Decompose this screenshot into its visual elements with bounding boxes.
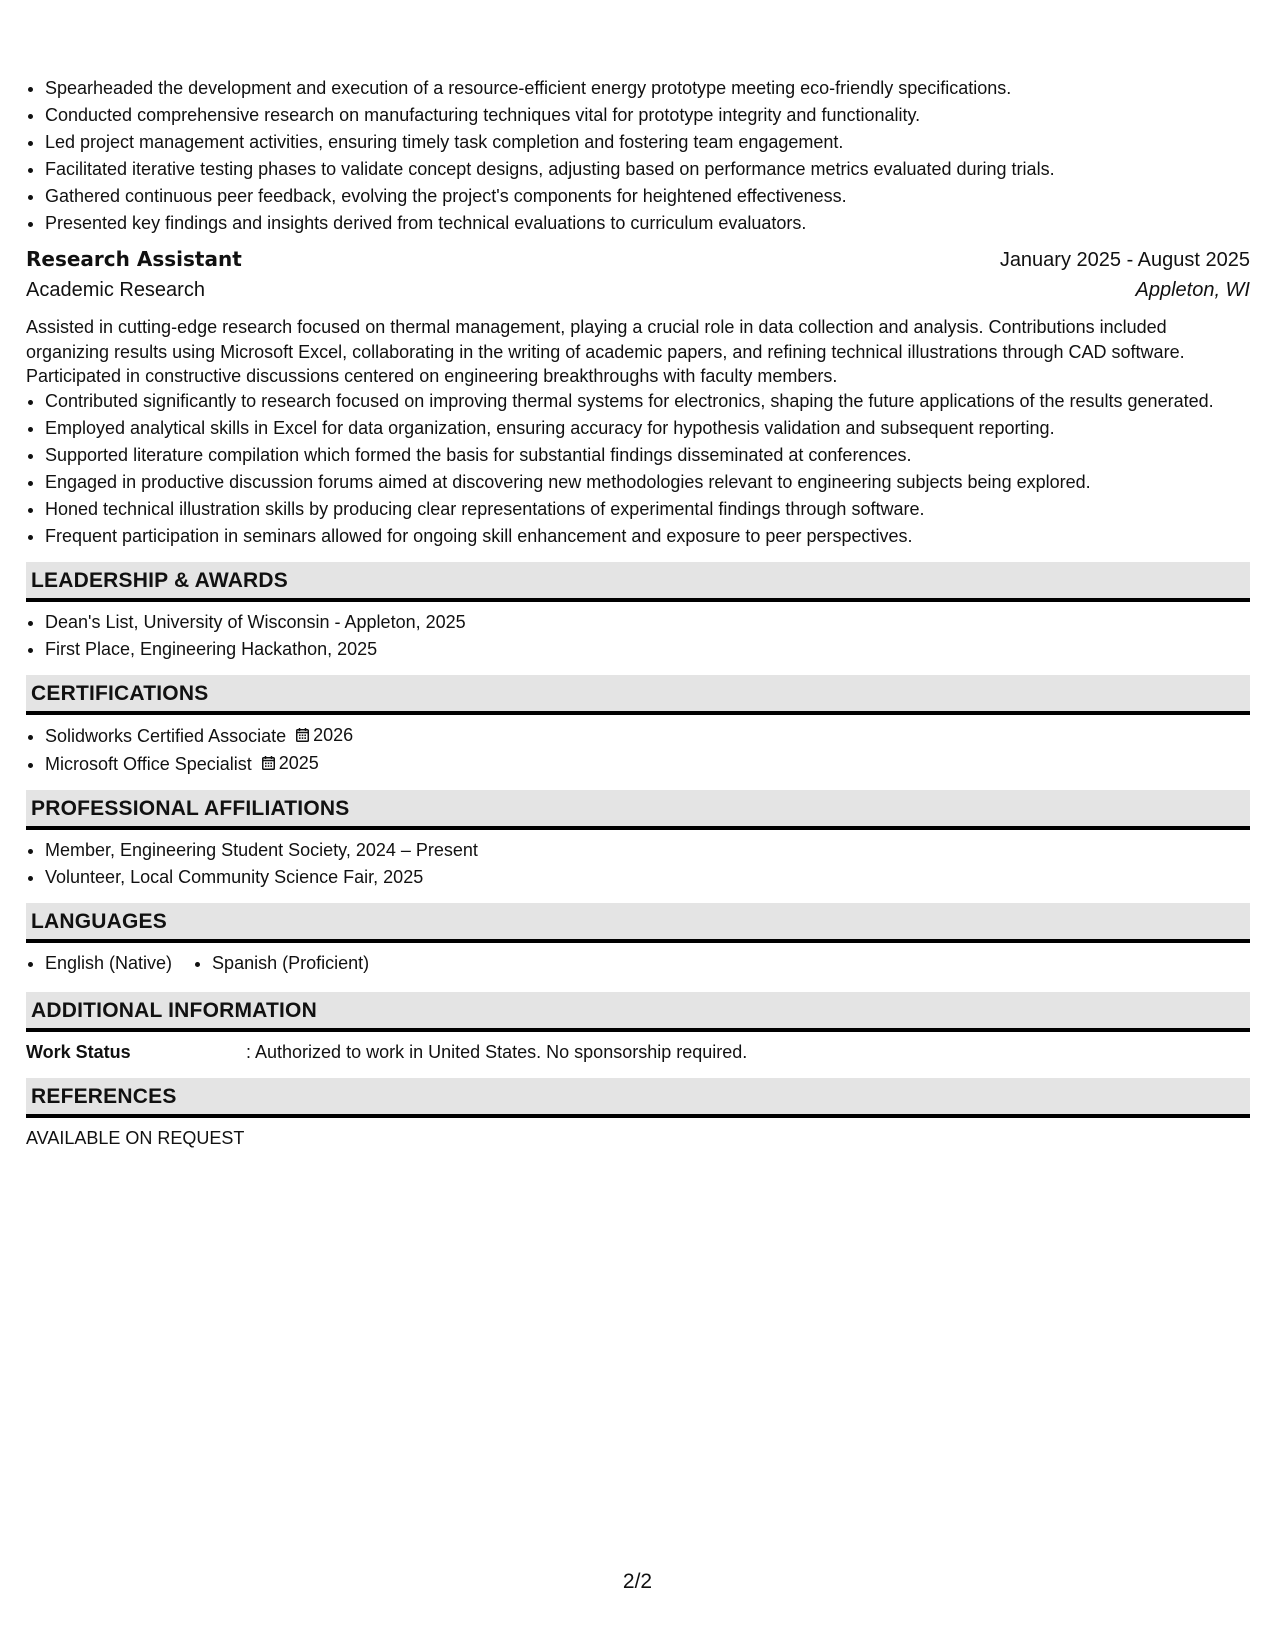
language-item: • English (Native) (45, 951, 172, 975)
list-item: • Gathered continuous peer feedback, evolving the project's components for heightened effectiveness. (45, 184, 1250, 208)
certification-year: 2026 (313, 724, 354, 745)
certifications-list (26, 723, 1250, 776)
list-item (45, 723, 1250, 748)
list-item: • Spearheaded the development and execution of a resource-efficient energy prototype meeting eco-friendly specifications. (45, 76, 1250, 100)
job-header (26, 247, 1250, 279)
certification-name: Microsoft Office Specialist (45, 753, 252, 774)
calendar-icon (296, 728, 309, 742)
certification-date (296, 723, 353, 747)
list-item: • Led project management activities, ensuring timely task completion and fostering team engagement. (45, 130, 1250, 154)
work-status-value: : Authorized to work in United States. No sponsorship required. (246, 1041, 748, 1062)
certification-name: Solidworks Certified Associate (45, 725, 287, 746)
job-subheader (26, 279, 1250, 309)
section-heading-languages: LANGUAGES (26, 903, 1250, 943)
language-item: • Spanish (Proficient) (212, 951, 369, 975)
job-bullets (26, 389, 1250, 548)
leadership-list (26, 610, 1250, 661)
certification-year: 2025 (278, 752, 319, 773)
section-heading-additional: ADDITIONAL INFORMATION (26, 992, 1250, 1032)
list-item: • Supported literature compilation which formed the basis for substantial findings disseminated at conferences. (45, 443, 1250, 467)
work-status-row (26, 1040, 1250, 1064)
list-item: • Conducted comprehensive research on manufacturing techniques vital for prototype integrity and functionality. (45, 103, 1250, 127)
job-dates: January 2025 - August 2025 (999, 249, 1250, 271)
work-status-label: Work Status (26, 1041, 131, 1062)
job-location: Appleton, WI (1135, 279, 1250, 301)
section-heading-certifications: CERTIFICATIONS (26, 675, 1250, 715)
page-number: 2/2 (622, 1570, 653, 1593)
list-item: • Engaged in productive discussion forums aimed at discovering new methodologies relevant to engineering subjects being explored. (45, 470, 1250, 494)
calendar-icon (262, 756, 275, 770)
languages-list (26, 951, 1250, 978)
previous-job-bullets (26, 76, 1250, 235)
certification-date (262, 751, 319, 775)
list-item: • Contributed significantly to research focused on improving thermal systems for electronics, shaping the future applications of the results generated. (45, 389, 1250, 413)
resume-page (26, 76, 1250, 1150)
list-item: • Facilitated iterative testing phases to validate concept designs, adjusting based on performance metrics evaluated during trials. (45, 157, 1250, 181)
list-item: • Employed analytical skills in Excel for data organization, ensuring accuracy for hypothesis validation and subsequent reporting. (45, 416, 1250, 440)
list-item: • Volunteer, Local Community Science Fair, 2025 (45, 865, 1250, 889)
list-item: • First Place, Engineering Hackathon, 2025 (45, 637, 1250, 661)
affiliations-list (26, 838, 1250, 889)
section-heading-affiliations: PROFESSIONAL AFFILIATIONS (26, 790, 1250, 830)
section-heading-references: REFERENCES (26, 1078, 1250, 1118)
list-item: • Dean's List, University of Wisconsin - Appleton, 2025 (45, 610, 1250, 634)
job-organization: Academic Research (26, 279, 205, 301)
list-item: • Member, Engineering Student Society, 2024 – Present (45, 838, 1250, 862)
section-heading-leadership: LEADERSHIP & AWARDS (26, 562, 1250, 602)
list-item: • Honed technical illustration skills by producing clear representations of experimental findings through software. (45, 497, 1250, 521)
list-item (45, 751, 1250, 776)
job-summary: Assisted in cutting-edge research focused on thermal management, playing a crucial role in data collection and analysis. Contributions included organizing results using Microsoft Excel, collaborating in the writing of academic papers, and refining technical illustrations through CAD software. Participated in constructive discussions centered on engineering breakthroughs with faculty members. (26, 317, 1185, 386)
references-text: AVAILABLE ON REQUEST (26, 1127, 245, 1148)
list-item: • Presented key findings and insights derived from technical evaluations to curriculum evaluators. (45, 211, 1250, 235)
job-title: Research Assistant (26, 247, 242, 271)
list-item: • Frequent participation in seminars allowed for ongoing skill enhancement and exposure to peer perspectives. (45, 524, 1250, 548)
